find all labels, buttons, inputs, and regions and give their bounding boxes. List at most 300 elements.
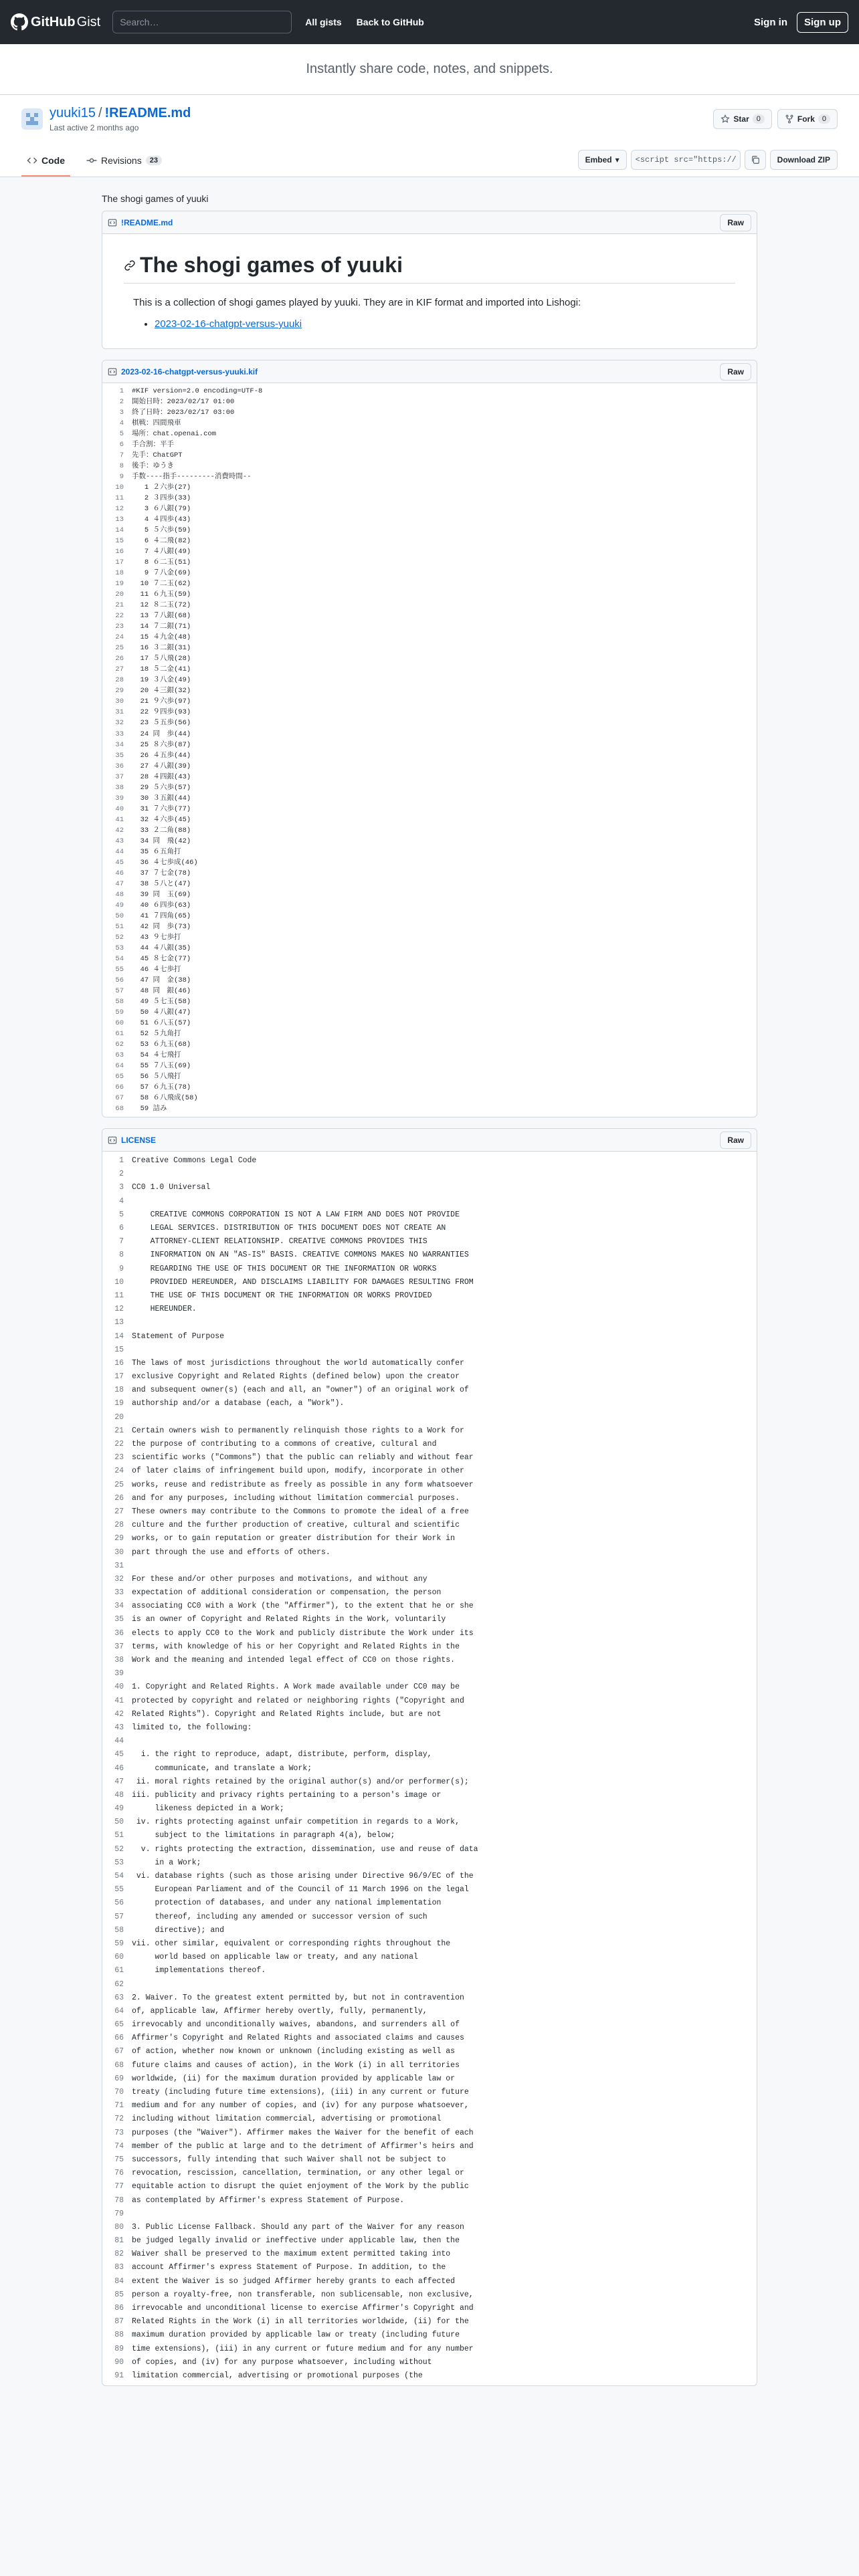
line-number[interactable]: 23	[114, 1453, 124, 1463]
line-number[interactable]: 72	[114, 2115, 124, 2124]
line-number[interactable]: 46	[114, 1763, 124, 1773]
line-number[interactable]: 71	[114, 2101, 124, 2111]
code-text: 47 同 金(38)	[132, 976, 191, 984]
line-number[interactable]: 31	[114, 1561, 124, 1570]
code-text: 53 ６九玉(68)	[132, 1040, 191, 1049]
line-number[interactable]: 14	[115, 526, 124, 535]
code-line	[102, 900, 757, 911]
line-number[interactable]: 32	[114, 1574, 124, 1584]
line-number[interactable]: 74	[114, 2141, 124, 2151]
line-number[interactable]: 29	[115, 687, 124, 695]
code-text: expectation of additional consideration or compensation, the person	[132, 1588, 442, 1598]
line-number[interactable]: 73	[114, 2128, 124, 2137]
line-number[interactable]: 4	[119, 1196, 124, 1206]
embed-url-input[interactable]	[631, 150, 741, 170]
line-number[interactable]: 19	[114, 1399, 124, 1408]
line-number[interactable]: 58	[114, 1925, 124, 1935]
line-number[interactable]: 27	[115, 665, 124, 674]
kif-raw-button[interactable]: Raw	[720, 363, 751, 381]
code-line	[102, 1748, 757, 1761]
line-number[interactable]: 19	[115, 580, 124, 588]
code-text: 1. Copyright and Related Rights. A Work made available under CC0 may be	[132, 1683, 460, 1692]
code-line	[102, 782, 757, 793]
code-text: 場所：chat.openai.com	[132, 430, 217, 439]
code-text: ATTORNEY-CLIENT RELATIONSHIP. CREATIVE COMMONS PROVIDES THIS	[132, 1237, 427, 1247]
line-number[interactable]: 17	[114, 1372, 124, 1382]
fork-count: 0	[818, 114, 830, 124]
line-number[interactable]: 76	[114, 2169, 124, 2178]
line-number[interactable]: 62	[114, 1979, 124, 1989]
line-number[interactable]: 82	[114, 2250, 124, 2259]
line-number[interactable]: 68	[114, 2060, 124, 2070]
code-line	[102, 1316, 757, 1329]
line-number[interactable]: 53	[114, 1858, 124, 1867]
line-number[interactable]: 84	[114, 2276, 124, 2286]
code-line	[102, 1883, 757, 1897]
copy-button[interactable]	[745, 150, 766, 170]
line-number[interactable]: 29	[114, 1534, 124, 1543]
back-to-github-link[interactable]: Back to GitHub	[356, 17, 424, 27]
line-number[interactable]: 65	[115, 1073, 124, 1081]
line-number[interactable]: 36	[115, 762, 124, 770]
line-number[interactable]: 81	[114, 2236, 124, 2246]
link-icon[interactable]	[124, 259, 136, 272]
readme-body	[102, 234, 757, 348]
line-number[interactable]: 21	[115, 601, 124, 610]
owner-link[interactable]: yuuki15	[50, 106, 96, 120]
line-number[interactable]: 49	[114, 1804, 124, 1814]
line-number[interactable]: 13	[114, 1318, 124, 1327]
line-number[interactable]: 40	[115, 804, 124, 813]
line-number[interactable]: 22	[114, 1440, 124, 1448]
line-number[interactable]: 18	[114, 1386, 124, 1395]
code-text: 57 ６九玉(78)	[132, 1083, 191, 1092]
code-line	[102, 2329, 757, 2342]
line-number[interactable]: 32	[115, 719, 124, 728]
tab-code-label: Code	[41, 155, 65, 166]
line-number[interactable]: 64	[114, 2006, 124, 2016]
line-number[interactable]: 57	[114, 1912, 124, 1921]
code-text: of, applicable law, Affirmer hereby overtly, fully, permanently,	[132, 2006, 427, 2016]
line-number[interactable]: 48	[115, 890, 124, 899]
line-number[interactable]: 15	[114, 1345, 124, 1354]
line-number[interactable]: 43	[115, 837, 124, 845]
line-number[interactable]: 16	[115, 548, 124, 556]
line-number[interactable]: 61	[115, 1029, 124, 1038]
line-number[interactable]: 30	[115, 697, 124, 706]
code-text: be judged legally invalid or ineffective under applicable law, then the	[132, 2236, 460, 2246]
code-line	[102, 1627, 757, 1640]
line-number[interactable]: 89	[114, 2344, 124, 2353]
code-text: authorship and/or a database (each, a "Work").	[132, 1399, 345, 1408]
code-line	[102, 1103, 757, 1114]
last-active: Last active 2 months ago	[50, 123, 139, 132]
code-text: 6 ４二飛(82)	[132, 537, 191, 546]
star-button[interactable]	[713, 109, 771, 129]
code-line	[102, 911, 757, 922]
code-text: 3 ６八銀(79)	[132, 505, 191, 514]
line-number[interactable]: 34	[114, 1602, 124, 1611]
code-line	[102, 1573, 757, 1586]
line-number[interactable]: 75	[114, 2155, 124, 2164]
code-text: 1 ２六歩(27)	[132, 484, 191, 492]
code-text: protection of databases, and under any national implementation	[132, 1899, 442, 1908]
code-line	[102, 2127, 757, 2140]
line-number[interactable]: 30	[114, 1547, 124, 1557]
line-number[interactable]: 47	[115, 879, 124, 888]
line-number[interactable]: 68	[115, 1105, 124, 1113]
code-line	[102, 578, 757, 589]
tab-revisions-label: Revisions	[101, 155, 142, 166]
line-number[interactable]: 45	[114, 1750, 124, 1759]
code-line	[102, 429, 757, 439]
readme-raw-button[interactable]: Raw	[720, 214, 751, 231]
code-text: Creative Commons Legal Code	[132, 1156, 257, 1166]
line-number[interactable]: 9	[119, 1264, 124, 1273]
line-number[interactable]: 26	[115, 655, 124, 663]
line-number[interactable]: 5	[119, 430, 124, 439]
code-line	[102, 1924, 757, 1937]
line-number[interactable]: 47	[114, 1777, 124, 1786]
code-line	[102, 1789, 757, 1802]
code-line	[102, 729, 757, 740]
license-code-view	[102, 1152, 757, 2385]
line-number[interactable]: 66	[115, 1083, 124, 1092]
code-text: 43 ９七歩打	[132, 933, 181, 942]
line-number[interactable]: 55	[114, 1885, 124, 1895]
line-number[interactable]: 9	[119, 473, 124, 481]
line-number[interactable]: 49	[115, 901, 124, 909]
line-number[interactable]: 17	[115, 558, 124, 567]
line-number[interactable]: 15	[115, 537, 124, 546]
code-text: is an owner of Copyright and Related Rights in the Work, voluntarily	[132, 1615, 446, 1624]
code-text: and for any purposes, including without limitation commercial purposes.	[132, 1493, 460, 1503]
line-number[interactable]: 28	[115, 676, 124, 685]
code-text: These owners may contribute to the Commons to promote the ideal of a free	[132, 1507, 469, 1516]
code-line	[102, 1411, 757, 1424]
code-line	[102, 1802, 757, 1816]
fork-label: Fork	[797, 114, 815, 124]
fork-button[interactable]	[777, 109, 838, 129]
line-number[interactable]: 3	[119, 1183, 124, 1192]
code-text: exclusive Copyright and Related Rights (defined below) upon the creator	[132, 1372, 460, 1382]
line-number[interactable]: 35	[115, 751, 124, 760]
line-number[interactable]: 27	[114, 1507, 124, 1516]
code-line	[102, 1050, 757, 1061]
line-number[interactable]: 69	[114, 2074, 124, 2083]
line-number[interactable]: 56	[115, 976, 124, 984]
line-number[interactable]: 58	[115, 997, 124, 1006]
line-number[interactable]: 39	[115, 794, 124, 802]
line-number[interactable]: 57	[115, 986, 124, 995]
line-number[interactable]: 67	[115, 1094, 124, 1103]
code-text: of later claims of infringement build upon, modify, incorporate in other	[132, 1467, 464, 1476]
code-line	[102, 1560, 757, 1573]
file-code-icon	[108, 367, 117, 377]
code-line	[102, 1029, 757, 1039]
code-text: INFORMATION ON AN "AS-IS" BASIS. CREATIVE COMMONS MAKES NO WARRANTIES	[132, 1251, 469, 1260]
line-number[interactable]: 20	[115, 591, 124, 599]
line-number[interactable]: 37	[114, 1642, 124, 1651]
line-number[interactable]: 67	[114, 2047, 124, 2056]
license-raw-button[interactable]: Raw	[720, 1132, 751, 1149]
code-line	[102, 2261, 757, 2274]
code-text: iii. publicity and privacy rights pertaining to a person's image or	[132, 1790, 442, 1800]
code-text: and subsequent owner(s) (each and all, an "owner") of an original work of	[132, 1386, 469, 1395]
gist-header	[0, 95, 859, 177]
code-line	[102, 964, 757, 975]
code-line	[102, 2288, 757, 2302]
code-text: 8 ６二玉(51)	[132, 558, 191, 567]
code-line	[102, 2153, 757, 2167]
code-line	[102, 1082, 757, 1093]
code-line	[102, 2045, 757, 2058]
code-line	[102, 1061, 757, 1071]
line-number[interactable]: 26	[114, 1493, 124, 1503]
code-line	[102, 2356, 757, 2369]
line-number[interactable]: 33	[114, 1588, 124, 1598]
line-number[interactable]: 83	[114, 2263, 124, 2272]
line-number[interactable]: 5	[119, 1210, 124, 1219]
code-text: subject to the limitations in paragraph 4(a), below;	[132, 1831, 395, 1840]
line-number[interactable]: 25	[114, 1480, 124, 1489]
line-number[interactable]: 65	[114, 2020, 124, 2030]
line-number[interactable]: 37	[115, 772, 124, 781]
code-text: 24 同 歩(44)	[132, 730, 191, 738]
line-number[interactable]: 40	[114, 1683, 124, 1692]
code-text: REGARDING THE USE OF THIS DOCUMENT OR THE INFORMATION OR WORKS	[132, 1264, 437, 1273]
line-number[interactable]: 1	[119, 387, 124, 395]
line-number[interactable]: 45	[115, 858, 124, 867]
line-number[interactable]: 38	[115, 783, 124, 792]
code-line	[102, 1249, 757, 1262]
code-text: 21 ９六歩(97)	[132, 697, 191, 706]
line-number[interactable]: 34	[115, 740, 124, 749]
code-text: 48 同 銀(46)	[132, 986, 191, 995]
sign-up-button[interactable]: Sign up	[797, 12, 848, 33]
line-number[interactable]: 80	[114, 2222, 124, 2232]
code-line	[102, 1397, 757, 1410]
line-number[interactable]: 7	[119, 1237, 124, 1247]
line-number[interactable]: 85	[114, 2290, 124, 2299]
line-number[interactable]: 8	[119, 1251, 124, 1260]
code-text: 14 ７二銀(71)	[132, 623, 191, 631]
gist-name-link[interactable]: !README.md	[104, 106, 191, 120]
code-line	[102, 1546, 757, 1560]
line-number[interactable]: 66	[114, 2034, 124, 2043]
code-text: 18 ５二金(41)	[132, 665, 191, 674]
line-number[interactable]: 52	[114, 1844, 124, 1854]
line-number[interactable]: 4	[119, 419, 124, 428]
line-number[interactable]: 16	[114, 1358, 124, 1368]
commit-icon	[86, 155, 97, 166]
code-line	[102, 1384, 757, 1397]
line-number[interactable]: 31	[115, 708, 124, 717]
line-number[interactable]: 2	[119, 1170, 124, 1179]
license-file-name[interactable]: LICENSE	[121, 1135, 157, 1145]
code-line	[102, 2221, 757, 2234]
code-line	[102, 450, 757, 461]
tab-revisions[interactable]	[81, 155, 167, 177]
code-line	[102, 879, 757, 889]
line-number[interactable]: 7	[119, 451, 124, 460]
line-number[interactable]: 56	[114, 1899, 124, 1908]
code-line	[102, 611, 757, 621]
line-number[interactable]: 24	[114, 1467, 124, 1476]
line-number[interactable]: 64	[115, 1061, 124, 1070]
code-line	[102, 439, 757, 450]
code-text: 38 ５八と(47)	[132, 879, 191, 888]
line-number[interactable]: 91	[114, 2371, 124, 2380]
line-number[interactable]: 24	[115, 633, 124, 642]
line-number[interactable]: 50	[114, 1818, 124, 1827]
avatar[interactable]	[21, 108, 43, 130]
line-number[interactable]: 21	[114, 1426, 124, 1435]
line-number[interactable]: 54	[114, 1872, 124, 1881]
line-number[interactable]: 87	[114, 2317, 124, 2327]
code-line	[102, 418, 757, 429]
code-icon	[27, 155, 37, 166]
code-line	[102, 1451, 757, 1465]
code-text: 17 ５八飛(28)	[132, 655, 191, 663]
file-code-icon	[108, 1136, 117, 1145]
code-line	[102, 504, 757, 514]
search-input[interactable]	[112, 11, 292, 33]
line-number[interactable]: 11	[115, 494, 124, 503]
line-number[interactable]: 90	[114, 2357, 124, 2367]
code-line	[102, 996, 757, 1007]
embed-dropdown[interactable]	[578, 150, 627, 170]
line-number[interactable]: 1	[119, 1156, 124, 1166]
line-number[interactable]: 8	[119, 462, 124, 471]
line-number[interactable]: 41	[115, 815, 124, 824]
line-number[interactable]: 63	[114, 1993, 124, 2002]
line-number[interactable]: 41	[114, 1696, 124, 1705]
line-number[interactable]: 12	[114, 1305, 124, 1314]
code-line	[102, 1951, 757, 1964]
identicon-icon	[24, 111, 40, 127]
line-number[interactable]: 2	[119, 398, 124, 407]
line-number[interactable]: 25	[115, 644, 124, 653]
line-number[interactable]: 12	[115, 505, 124, 514]
line-number[interactable]: 54	[115, 954, 124, 963]
code-text: 44 ４八銀(35)	[132, 944, 191, 952]
code-line	[102, 825, 757, 836]
line-number[interactable]: 42	[115, 826, 124, 835]
line-number[interactable]: 77	[114, 2182, 124, 2191]
code-line	[102, 1978, 757, 1992]
line-number[interactable]: 33	[115, 730, 124, 738]
line-number[interactable]: 79	[114, 2209, 124, 2218]
line-number[interactable]: 51	[115, 922, 124, 931]
gist-title	[50, 106, 191, 121]
line-number[interactable]: 63	[115, 1051, 124, 1059]
readme-file-name[interactable]: !README.md	[121, 217, 173, 227]
line-number[interactable]: 36	[114, 1628, 124, 1638]
path-separator: /	[98, 106, 102, 120]
line-number[interactable]: 55	[115, 965, 124, 974]
line-number[interactable]: 11	[114, 1291, 124, 1300]
line-number[interactable]: 59	[114, 1939, 124, 1948]
tab-code[interactable]	[21, 155, 70, 177]
line-number[interactable]: 51	[114, 1831, 124, 1840]
line-number[interactable]: 60	[115, 1018, 124, 1027]
line-number[interactable]: 13	[115, 516, 124, 524]
line-number[interactable]: 6	[119, 441, 124, 449]
code-line	[102, 1492, 757, 1505]
code-text: Related Rights"). Copyright and Related Rights include, but are not	[132, 1709, 442, 1719]
code-text: worldwide, (ii) for the maximum duration provided by applicable law or	[132, 2074, 456, 2083]
kif-file-name[interactable]: 2023-02-16-chatgpt-versus-yuuki.kif	[121, 366, 258, 377]
code-text: protected by copyright and related or neighboring rights ("Copyright and	[132, 1696, 464, 1705]
line-number[interactable]: 53	[115, 944, 124, 952]
list-item	[155, 318, 735, 330]
line-number[interactable]: 20	[114, 1412, 124, 1422]
line-number[interactable]: 6	[119, 1224, 124, 1232]
code-text: member of the public at large and to the detriment of Affirmer's heirs and	[132, 2141, 474, 2151]
code-text: LEGAL SERVICES. DISTRIBUTION OF THIS DOCUMENT DOES NOT CREATE AN	[132, 1224, 446, 1232]
line-number[interactable]: 10	[115, 484, 124, 492]
code-text: treaty (including future time extensions), (iii) in any current or future	[132, 2088, 469, 2097]
code-text: future claims and causes of action), in the Work (i) in all territories	[132, 2060, 460, 2070]
line-number[interactable]: 42	[114, 1709, 124, 1719]
line-number[interactable]: 35	[114, 1615, 124, 1624]
line-number[interactable]: 78	[114, 2195, 124, 2205]
code-text: world based on applicable law or treaty, and any national	[132, 1953, 418, 1962]
line-number[interactable]: 3	[119, 409, 124, 417]
sign-in-link[interactable]: Sign in	[754, 16, 787, 28]
code-text: For these and/or other purposes and motivations, and without any	[132, 1574, 427, 1584]
line-number[interactable]: 38	[114, 1656, 124, 1665]
gist-logo[interactable]	[11, 13, 100, 31]
line-number[interactable]: 18	[115, 569, 124, 578]
line-number[interactable]: 39	[114, 1669, 124, 1679]
line-number[interactable]: 22	[115, 612, 124, 621]
line-number[interactable]: 62	[115, 1040, 124, 1049]
line-number[interactable]: 10	[114, 1277, 124, 1287]
code-text: vii. other similar, equivalent or corresponding rights throughout the	[132, 1939, 451, 1948]
code-line	[102, 621, 757, 632]
code-line	[102, 1721, 757, 1735]
line-number[interactable]: 44	[114, 1737, 124, 1746]
line-number[interactable]: 70	[114, 2088, 124, 2097]
line-number[interactable]: 60	[114, 1953, 124, 1962]
game-link[interactable]: 2023-02-16-chatgpt-versus-yuuki	[155, 318, 302, 330]
code-line	[102, 1667, 757, 1681]
line-number[interactable]: 48	[114, 1790, 124, 1800]
line-number[interactable]: 23	[115, 623, 124, 631]
code-line	[102, 1911, 757, 1924]
line-number[interactable]: 50	[115, 911, 124, 920]
line-number[interactable]: 43	[114, 1723, 124, 1732]
download-zip-button[interactable]: Download ZIP	[770, 150, 838, 170]
code-text: The laws of most jurisdictions throughout the world automatically confer	[132, 1358, 464, 1368]
line-number[interactable]: 14	[114, 1331, 124, 1341]
line-number[interactable]: 59	[115, 1008, 124, 1016]
line-number[interactable]: 52	[115, 933, 124, 942]
line-number[interactable]: 86	[114, 2304, 124, 2313]
line-number[interactable]: 88	[114, 2331, 124, 2340]
line-number[interactable]: 46	[115, 869, 124, 877]
line-number[interactable]: 44	[115, 847, 124, 856]
line-number[interactable]: 61	[114, 1966, 124, 1975]
code-text: 55 ７八玉(69)	[132, 1061, 191, 1070]
code-line	[102, 536, 757, 546]
all-gists-link[interactable]: All gists	[305, 17, 342, 27]
code-text: works, or to gain reputation or greater distribution for their Work in	[132, 1534, 456, 1543]
code-line	[102, 1735, 757, 1748]
line-number[interactable]: 28	[114, 1521, 124, 1530]
